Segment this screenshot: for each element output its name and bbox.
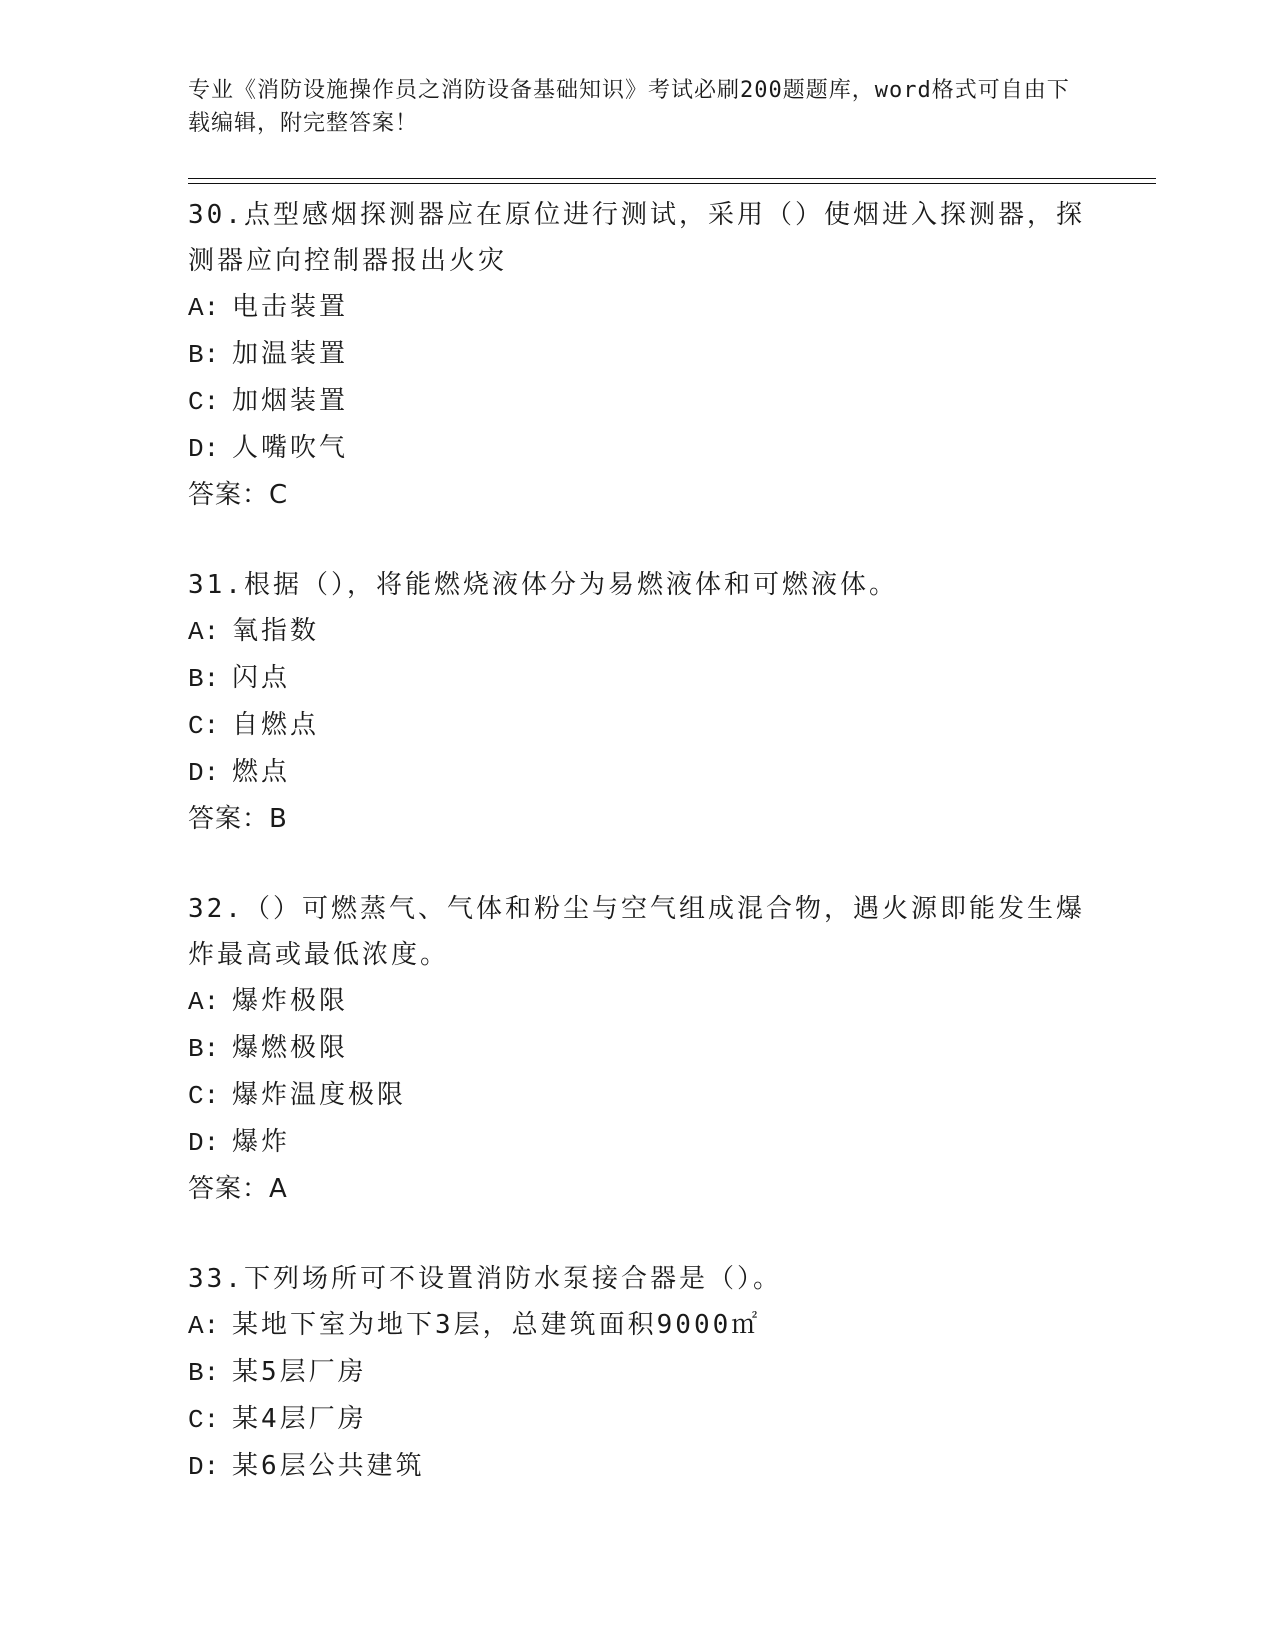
option-text: 爆炸 (232, 1127, 291, 1157)
answer-line: 答案：B (188, 804, 288, 834)
document-header: 专业《消防设施操作员之消防设备基础知识》考试必刷200题题库，word格式可自由下载编辑，附完整答案！ (188, 78, 1070, 136)
option-d (188, 1443, 1088, 1490)
option-c (188, 702, 1088, 749)
option-text: 某地下室为地下3层，总建筑面积9000㎡ (232, 1310, 761, 1340)
option-c (188, 1072, 1088, 1119)
question-stem: 32.（）可燃蒸气、气体和粉尘与空气组成混合物，遇火源即能发生爆炸最高或最低浓度。 (188, 894, 1085, 970)
option-a (188, 1302, 1088, 1349)
option-text: 某5层厂房 (232, 1357, 367, 1387)
option-key: D: (188, 434, 220, 464)
option-key: C: (188, 387, 220, 417)
option-text: 某6层公共建筑 (232, 1451, 425, 1481)
option-b (188, 1025, 1088, 1072)
option-b (188, 1349, 1088, 1396)
option-text: 某4层厂房 (232, 1404, 367, 1434)
option-key: A: (188, 293, 220, 323)
option-key: D: (188, 1128, 220, 1158)
option-key: A: (188, 617, 220, 647)
option-key: C: (188, 1081, 220, 1111)
option-key: A: (188, 1311, 220, 1341)
option-text: 电击装置 (232, 292, 349, 322)
question-31 (188, 562, 1088, 842)
option-text: 爆炸极限 (232, 986, 349, 1016)
option-key: D: (188, 1452, 220, 1482)
option-text: 闪点 (232, 663, 291, 693)
question-32 (188, 886, 1088, 1212)
answer-line: 答案：C (188, 480, 289, 510)
option-key: B: (188, 1034, 220, 1064)
option-key: B: (188, 664, 220, 694)
option-d (188, 749, 1088, 796)
option-text: 氧指数 (232, 616, 320, 646)
question-stem: 31.根据（），将能燃烧液体分为易燃液体和可燃液体。 (188, 570, 898, 600)
question-stem: 30.点型感烟探测器应在原位进行测试，采用（）使烟进入探测器，探测器应向控制器报出火灾 (188, 200, 1085, 276)
option-key: C: (188, 1405, 220, 1435)
answer-line: 答案：A (188, 1174, 288, 1204)
option-text: 加烟装置 (232, 386, 349, 416)
option-b (188, 331, 1088, 378)
question-33 (188, 1256, 1088, 1490)
option-a (188, 978, 1088, 1025)
option-text: 人嘴吹气 (232, 433, 349, 463)
option-d (188, 425, 1088, 472)
option-key: B: (188, 340, 220, 370)
option-b (188, 655, 1088, 702)
option-text: 燃点 (232, 757, 291, 787)
question-list (188, 192, 1088, 1534)
option-a (188, 284, 1088, 331)
option-key: A: (188, 987, 220, 1017)
option-a (188, 608, 1088, 655)
option-text: 加温装置 (232, 339, 349, 369)
question-30 (188, 192, 1088, 518)
option-text: 爆炸温度极限 (232, 1080, 407, 1110)
option-c (188, 378, 1088, 425)
header-divider-top (188, 178, 1156, 179)
header-divider-bottom (188, 183, 1156, 184)
option-key: C: (188, 711, 220, 741)
question-stem: 33.下列场所可不设置消防水泵接合器是（）。 (188, 1264, 782, 1294)
option-text: 爆燃极限 (232, 1033, 349, 1063)
option-c (188, 1396, 1088, 1443)
option-text: 自燃点 (232, 710, 320, 740)
option-d (188, 1119, 1088, 1166)
option-key: D: (188, 758, 220, 788)
option-key: B: (188, 1358, 220, 1388)
